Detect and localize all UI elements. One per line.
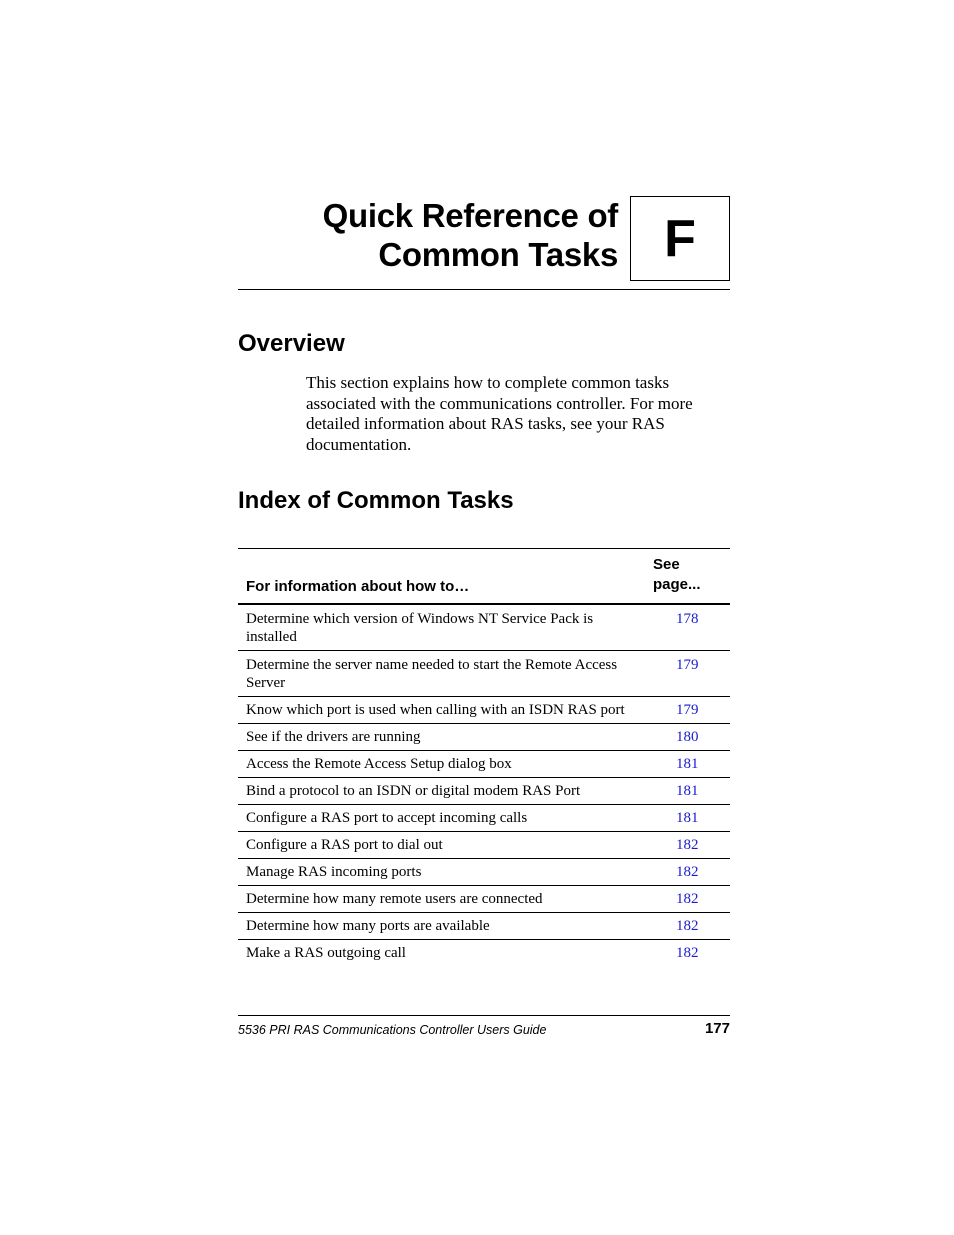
task-description: Bind a protocol to an ISDN or digital modem RAS Port — [246, 783, 581, 799]
task-description: Determine which version of Windows NT Service Pack is installed — [246, 611, 594, 645]
page-reference-link[interactable]: 182 — [676, 945, 699, 961]
page-reference-link[interactable]: 182 — [676, 837, 699, 853]
table-row — [238, 886, 730, 913]
table-row — [238, 724, 730, 751]
task-description: Determine how many remote users are connected — [246, 891, 543, 907]
footer-divider — [238, 1015, 730, 1016]
page-reference-link[interactable]: 179 — [676, 702, 699, 718]
table-row — [238, 651, 730, 697]
page-reference-link[interactable]: 179 — [676, 657, 699, 673]
table-row — [238, 913, 730, 940]
table-row — [238, 604, 730, 651]
task-description: See if the drivers are running — [246, 729, 421, 745]
task-description: Know which port is used when calling with an ISDN RAS port — [246, 702, 625, 718]
task-description: Make a RAS outgoing call — [246, 945, 406, 961]
task-description: Manage RAS incoming ports — [246, 864, 422, 880]
common-tasks-table — [238, 548, 730, 966]
task-column-header: For information about how to… — [246, 578, 470, 595]
table-row — [238, 778, 730, 805]
page-reference-link[interactable]: 182 — [676, 918, 699, 934]
index-heading: Index of Common Tasks — [238, 487, 514, 514]
table-row — [238, 805, 730, 832]
page-reference-link[interactable]: 182 — [676, 864, 699, 880]
page-reference-link[interactable]: 180 — [676, 729, 699, 745]
page-reference-link[interactable]: 181 — [676, 810, 699, 826]
page-reference-link[interactable]: 181 — [676, 783, 699, 799]
task-description: Determine how many ports are available — [246, 918, 490, 934]
page-column-header — [638, 549, 730, 605]
page-column-header-line2: page... — [653, 576, 701, 593]
table-row — [238, 697, 730, 724]
footer-book-title: 5536 PRI RAS Communications Controller Users Guide — [238, 1023, 547, 1037]
task-description: Access the Remote Access Setup dialog box — [246, 756, 512, 772]
footer-page-number: 177 — [704, 1020, 730, 1037]
overview-heading: Overview — [238, 330, 345, 357]
task-description: Configure a RAS port to dial out — [246, 837, 443, 853]
page-column-header-line1: See — [653, 556, 680, 573]
overview-paragraph: This section explains how to complete common tasks associated with the communications controller. For more detailed information about RAS tasks, see your RAS documentation. — [306, 373, 693, 454]
task-description: Determine the server name needed to start the Remote Access Server — [246, 657, 618, 691]
table-row — [238, 751, 730, 778]
chapter-letter-box: F — [630, 196, 730, 281]
chapter-title-line2: Common Tasks — [378, 236, 618, 273]
table-header-row — [238, 549, 730, 605]
table-row — [238, 940, 730, 967]
page-reference-link[interactable]: 182 — [676, 891, 699, 907]
chapter-title-line1: Quick Reference of — [322, 197, 618, 234]
page-reference-link[interactable]: 181 — [676, 756, 699, 772]
table-body — [238, 604, 730, 966]
page-reference-link[interactable]: 178 — [676, 611, 699, 627]
table-row — [238, 832, 730, 859]
title-divider — [238, 289, 730, 290]
chapter-title — [238, 196, 618, 274]
task-description: Configure a RAS port to accept incoming calls — [246, 810, 528, 826]
table-row — [238, 859, 730, 886]
